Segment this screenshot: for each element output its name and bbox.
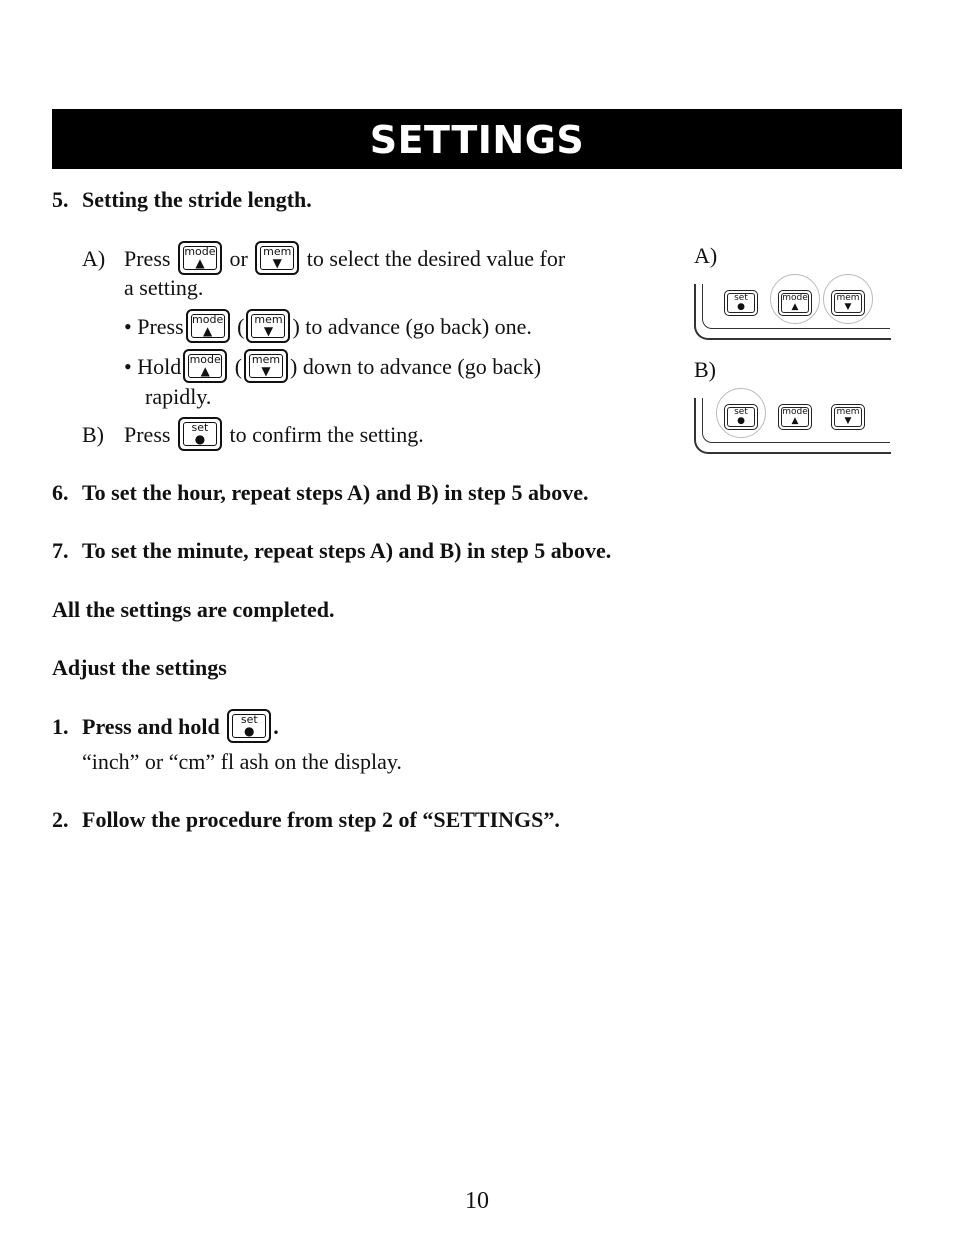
up-arrow-icon: ▲ bbox=[791, 302, 799, 312]
mem-key-icon bbox=[255, 241, 299, 275]
dot-icon: ● bbox=[737, 416, 745, 426]
down-arrow-icon: ▼ bbox=[272, 255, 282, 270]
mode-key-icon bbox=[183, 349, 227, 383]
set-key-label: set bbox=[734, 293, 748, 303]
bullet1-verb: Press bbox=[137, 314, 184, 339]
set-key-icon bbox=[724, 290, 758, 316]
dot-icon: ● bbox=[244, 723, 255, 738]
step5a-rest: to select the desired value for bbox=[306, 246, 566, 271]
bullet2-verb: Hold bbox=[137, 354, 182, 379]
down-arrow-icon: ▼ bbox=[844, 416, 852, 426]
bullet2-rest: ) down to advance (go back) bbox=[290, 354, 542, 379]
up-arrow-icon: ▲ bbox=[200, 363, 210, 378]
mem-key-label: mem bbox=[263, 244, 292, 258]
step5a-press: Press bbox=[124, 246, 171, 271]
page-number: 10 bbox=[465, 1188, 489, 1214]
step5a-continuation: a setting. bbox=[124, 275, 204, 300]
adjust-heading: Adjust the settings bbox=[52, 655, 227, 680]
down-arrow-icon: ▼ bbox=[261, 363, 271, 378]
step5-heading: Setting the stride length. bbox=[82, 187, 312, 212]
settings-completed: All the settings are completed. bbox=[52, 597, 335, 622]
bullet-dot: • bbox=[124, 314, 132, 339]
step5b-press: Press bbox=[124, 422, 171, 447]
mem-key-icon bbox=[244, 349, 288, 383]
bullet2-continuation: rapidly. bbox=[145, 384, 212, 409]
step5a-marker: A) bbox=[82, 246, 106, 271]
set-key-icon bbox=[724, 404, 758, 430]
down-arrow-icon: ▼ bbox=[263, 323, 274, 338]
mem-key-label: mem bbox=[251, 352, 281, 366]
page-title: SETTINGS bbox=[369, 118, 585, 162]
mode-key-label: mode bbox=[782, 407, 808, 417]
mode-key-label: mode bbox=[192, 312, 224, 326]
adjust1-line bbox=[82, 714, 279, 743]
up-arrow-icon: ▲ bbox=[203, 323, 213, 338]
adjust1-text: Press and hold bbox=[82, 714, 220, 739]
bullet-dot: • bbox=[124, 354, 132, 379]
step6-text: To set the hour, repeat steps A) and B) in step 5 above. bbox=[82, 480, 589, 505]
set-key-icon bbox=[178, 417, 222, 451]
step6-number: 6. bbox=[52, 480, 69, 505]
bullet1-rest: ) to advance (go back) one. bbox=[292, 314, 532, 339]
dot-icon: ● bbox=[194, 431, 206, 446]
set-key-icon bbox=[227, 709, 271, 743]
up-arrow-icon: ▲ bbox=[791, 416, 799, 426]
bullet-advance-rapidly bbox=[124, 354, 541, 383]
mode-key-icon bbox=[778, 404, 812, 430]
mem-key-icon bbox=[831, 404, 865, 430]
step7-text: To set the minute, repeat steps A) and B) in step 5 above. bbox=[82, 538, 612, 563]
step5b-line bbox=[124, 422, 424, 451]
step5-number: 5. bbox=[52, 187, 69, 212]
step5b-marker: B) bbox=[82, 422, 104, 447]
up-arrow-icon: ▲ bbox=[195, 255, 205, 270]
bullet-advance-one bbox=[124, 314, 532, 343]
adjust1-number: 1. bbox=[52, 714, 69, 739]
step5b-rest: to confirm the setting. bbox=[229, 422, 424, 447]
adjust1-period: . bbox=[273, 714, 279, 739]
figure-a-label: A) bbox=[694, 243, 718, 268]
mode-key-icon bbox=[186, 309, 230, 343]
mode-key-icon bbox=[778, 290, 812, 316]
mode-key-label: mode bbox=[782, 293, 808, 303]
down-arrow-icon: ▼ bbox=[844, 302, 852, 312]
step5a-or: or bbox=[229, 246, 248, 271]
set-key-label: set bbox=[734, 407, 748, 417]
figure-b-label: B) bbox=[694, 357, 716, 382]
figure-b-device bbox=[694, 398, 889, 456]
step7-number: 7. bbox=[52, 538, 69, 563]
mem-key-icon bbox=[246, 309, 290, 343]
mem-key-label: mem bbox=[254, 312, 283, 326]
adjust2-text: Follow the procedure from step 2 of “SETTINGS”. bbox=[82, 807, 560, 832]
mem-key-icon bbox=[831, 290, 865, 316]
mode-key-label: mode bbox=[184, 244, 216, 258]
step5a-line bbox=[124, 246, 565, 275]
dot-icon: ● bbox=[737, 302, 745, 312]
set-key-label: set bbox=[240, 712, 258, 726]
figure-a-device bbox=[694, 284, 889, 342]
mode-key-icon bbox=[178, 241, 222, 275]
adjust1-note: “inch” or “cm” fl ash on the display. bbox=[82, 749, 402, 774]
mem-key-label: mem bbox=[836, 407, 860, 417]
mode-key-label: mode bbox=[189, 352, 221, 366]
adjust2-number: 2. bbox=[52, 807, 69, 832]
title-banner bbox=[52, 109, 902, 169]
bullet2-open-paren: ( bbox=[234, 354, 243, 379]
bullet1-open-paren: ( bbox=[237, 314, 245, 339]
set-key-label: set bbox=[191, 420, 209, 434]
mem-key-label: mem bbox=[836, 293, 860, 303]
